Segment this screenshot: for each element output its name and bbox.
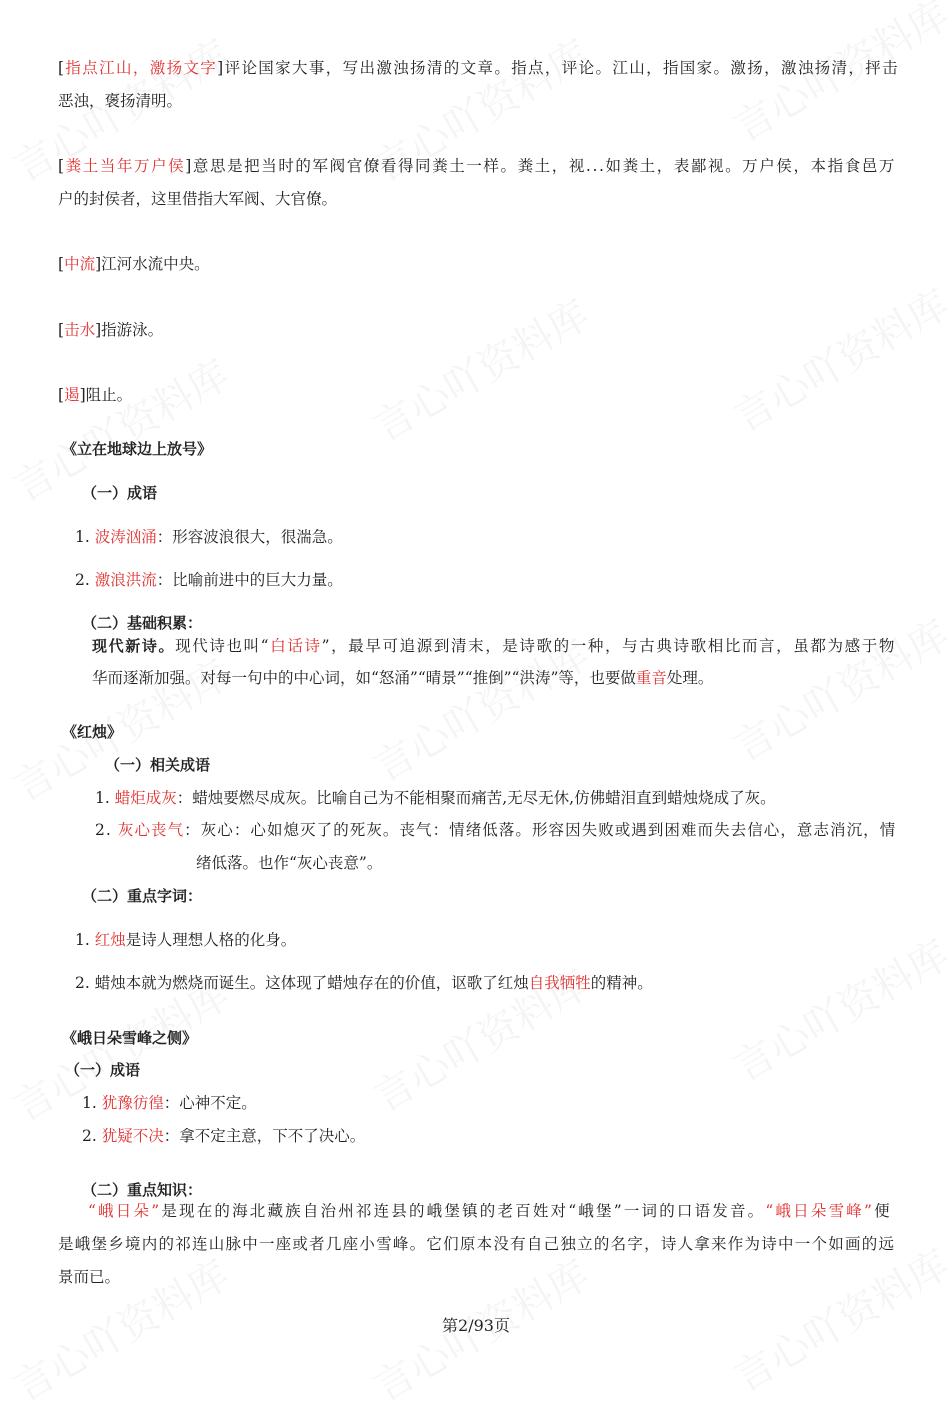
highlighted-term: “峨日朵雪峰” — [765, 1202, 875, 1220]
text-line — [58, 254, 210, 274]
text-segment: 2. — [82, 1127, 102, 1145]
text-line — [75, 930, 296, 950]
highlighted-term: 激浪洪流 — [94, 571, 157, 589]
text-segment: [ — [58, 321, 65, 339]
text-line — [58, 156, 896, 176]
highlighted-term: 白话诗 — [270, 637, 322, 655]
highlighted-term: 波涛汹涌 — [94, 528, 157, 546]
text-segment: 的精神。 — [590, 974, 653, 992]
highlighted-term: 红烛 — [94, 931, 126, 949]
watermark-text — [722, 924, 952, 1093]
text-segment: 1. — [75, 931, 95, 949]
text-segment: 景而已。 — [58, 1268, 121, 1286]
text-segment: ：形容波浪很大，很湍急。 — [156, 528, 343, 546]
highlighted-term: 犹疑不决 — [101, 1127, 164, 1145]
text-line — [75, 527, 343, 547]
bold-text: （一）相关成语 — [105, 756, 211, 774]
text-line — [58, 385, 132, 405]
text-segment: 绪低落。也作“灰心丧意”。 — [196, 854, 383, 872]
watermark-text — [722, 274, 952, 443]
highlighted-term: 中流 — [64, 255, 96, 273]
heading — [82, 886, 202, 906]
heading — [65, 1060, 140, 1080]
text-line — [58, 91, 182, 111]
text-segment: ]江河水流中央。 — [95, 255, 210, 273]
text-line — [58, 1267, 120, 1287]
text-line — [88, 1201, 892, 1221]
heading — [62, 1028, 197, 1048]
bold-text: （一）成语 — [82, 484, 158, 502]
highlighted-term: “峨日朵” — [88, 1202, 162, 1220]
text-segment: 恶浊，褒扬清明。 — [58, 92, 183, 110]
text-segment: 华而逐渐加强。对每一句中的中心词，如“怒涌”“晴景”“推倒”“洪涛”等，也要做 — [92, 669, 636, 687]
text-segment: ]阻止。 — [79, 386, 133, 404]
text-segment: 是诗人理想人格的化身。 — [125, 931, 297, 949]
text-segment: ”，最早可追源到清末，是诗歌的一种，与古典诗歌相比而言，虽都为感于物 — [321, 637, 896, 655]
text-segment: ：拿不定主意，下不了决心。 — [163, 1127, 366, 1145]
text-segment: [ — [58, 386, 65, 404]
bold-text: （二）基础积累： — [82, 614, 203, 632]
text-line — [196, 853, 382, 873]
bold-text: （二）重点字词： — [82, 887, 203, 905]
text-line — [75, 570, 343, 590]
text-segment: 2. — [95, 821, 118, 839]
highlighted-term: 指点江山，激扬文字 — [65, 59, 218, 77]
text-segment: 是现在的海北藏族自治州祁连县的峨堡镇的老百姓对“峨堡”一词的口语发音。 — [161, 1202, 766, 1220]
highlighted-term: 自我牺牲 — [528, 974, 591, 992]
heading — [62, 439, 212, 459]
text-line — [58, 320, 163, 340]
text-line — [92, 636, 896, 656]
highlighted-term: 蜡炬成灰 — [114, 789, 177, 807]
bold-text: 现代新诗。 — [92, 637, 176, 655]
text-segment: ]指游泳。 — [95, 321, 164, 339]
text-segment: 1. — [82, 1094, 102, 1112]
text-segment: 2. 蜡烛本就为燃烧而诞生。这体现了蜡烛存在的价值，讴歌了红烛 — [75, 974, 529, 992]
watermark-text — [722, 604, 952, 773]
text-segment: 1. — [95, 789, 115, 807]
heading — [105, 755, 210, 775]
bold-text: 《红烛》 — [62, 723, 123, 741]
text-line — [75, 973, 653, 993]
text-line — [58, 58, 899, 78]
text-segment: 便 — [874, 1202, 892, 1220]
watermark-text — [362, 284, 598, 453]
highlighted-term: 遏 — [64, 386, 80, 404]
text-segment: ：比喻前进中的巨大力量。 — [156, 571, 343, 589]
text-segment: ：灰心：心如熄灭了的死灰。丧气：情绪低落。形容因失败或遇到困难而失去信心，意志消沉，情 — [184, 821, 897, 839]
text-segment: ]意思是把当时的军阀官僚看得同粪土一样。粪土，视...如粪土，表鄙视。万户侯，本指食邑万 — [185, 157, 896, 175]
text-segment: [ — [58, 255, 65, 273]
text-line — [58, 189, 337, 209]
highlighted-term: 犹豫彷徨 — [101, 1094, 164, 1112]
text-segment: [ — [58, 59, 66, 77]
text-segment: ：蜡烛要燃尽成灰。比喻自己为不能相聚而痛苦,无尽无休,仿佛蜡泪直到蜡烛烧成了灰。 — [176, 789, 776, 807]
bold-text: （二）重点知识： — [82, 1181, 203, 1199]
text-line — [95, 820, 896, 840]
highlighted-term: 灰心丧气 — [117, 821, 185, 839]
bold-text: 《峨日朵雪峰之侧》 — [62, 1029, 198, 1047]
text-segment: ：心神不定。 — [163, 1094, 257, 1112]
heading — [62, 722, 122, 742]
text-line — [82, 1093, 257, 1113]
text-line — [95, 788, 776, 808]
text-line — [92, 668, 713, 688]
text-segment: 2. — [75, 571, 95, 589]
text-segment: 户的封侯者，这里借指大军阀、大官僚。 — [58, 190, 338, 208]
text-line — [82, 1126, 365, 1146]
heading — [82, 483, 157, 503]
heading — [82, 613, 202, 633]
bold-text: （一）成语 — [65, 1061, 141, 1079]
highlighted-term: 击水 — [64, 321, 96, 339]
text-segment: [ — [58, 157, 66, 175]
bold-text: 《立在地球边上放号》 — [62, 440, 213, 458]
highlighted-term: 粪土当年万户侯 — [65, 157, 186, 175]
heading — [82, 1180, 202, 1200]
text-segment: 处理。 — [666, 669, 714, 687]
text-segment: 1. — [75, 528, 95, 546]
text-segment: ]评论国家大事，写出激浊扬清的文章。指点，评论。江山，指国家。激扬，激浊扬清，抨击 — [217, 59, 899, 77]
text-segment: 现代诗也叫“ — [175, 637, 271, 655]
highlighted-term: 重音 — [635, 669, 667, 687]
text-segment: 是峨堡乡境内的祁连山脉中一座或者几座小雪峰。它们原本没有自己独立的名字，诗人拿来作为诗中一个如画的远 — [58, 1235, 896, 1253]
page-number: 第2/93页 — [442, 1316, 510, 1335]
text-line — [58, 1234, 895, 1254]
